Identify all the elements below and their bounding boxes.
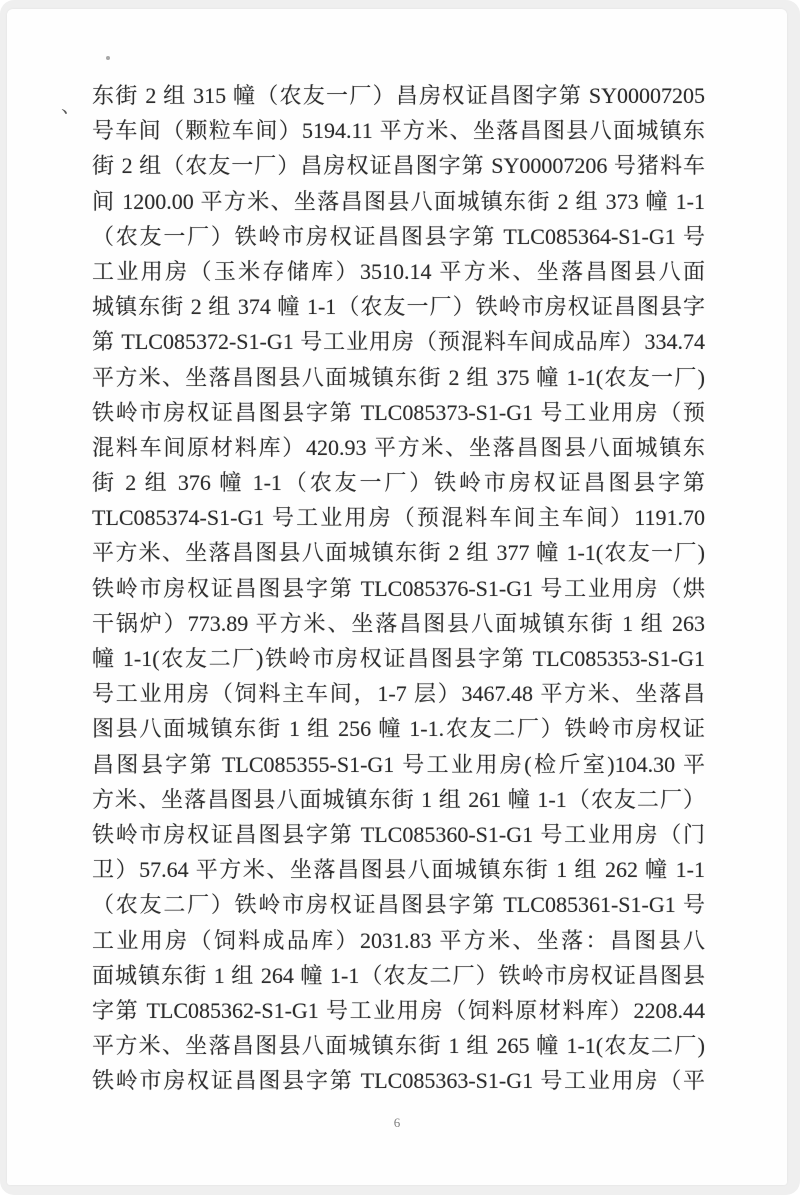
text-line: 混料车间原材料库）420.93 平方米、坐落昌图县八面城镇东 (92, 434, 705, 460)
text-line: 第 TLC085372-S1-G1 号工业用房（预混料车间成品库）334.74 (92, 329, 705, 355)
text-line: 城镇东街 2 组 374 幢 1-1（农友一厂）铁岭市房权证昌图县字 (92, 294, 705, 320)
text-line: 昌图县字第 TLC085355-S1-G1 号工业用房(检斤室)104.30 平 (92, 751, 705, 777)
document-page (7, 9, 787, 1185)
left-margin-comma-mark: 、 (61, 95, 81, 117)
text-line: 间 1200.00 平方米、坐落昌图县八面城镇东街 2 组 373 幢 1-1 (92, 188, 705, 214)
text-line: 方米、坐落昌图县八面城镇东街 1 组 261 幢 1-1（农友二厂） (92, 786, 705, 812)
text-line: 铁岭市房权证昌图县字第 TLC085373-S1-G1 号工业用房（预 (92, 399, 705, 425)
text-line: 字第 TLC085362-S1-G1 号工业用房（饲料原材料库）2208.44 (92, 997, 705, 1023)
text-line: 东街 2 组 315 幢（农友一厂）昌房权证昌图字第 SY00007205 (92, 83, 705, 108)
document-body-text (92, 78, 705, 1098)
text-line: 街 2 组 376 幢 1-1（农友一厂）铁岭市房权证昌图县字第 (92, 470, 705, 496)
text-line: 街 2 组（农友一厂）昌房权证昌图字第 SY00007206 号猪料车 (92, 153, 705, 179)
text-line: 卫）57.64 平方米、坐落昌图县八面城镇东街 1 组 262 幢 1-1 (92, 857, 705, 883)
text-line: 平方米、坐落昌图县八面城镇东街 1 组 265 幢 1-1(农友二厂) (92, 1033, 705, 1059)
text-line: 铁岭市房权证昌图县字第 TLC085376-S1-G1 号工业用房（烘 (92, 575, 705, 601)
text-line: （农友二厂）铁岭市房权证昌图县字第 TLC085361-S1-G1 号 (92, 892, 705, 918)
text-line: 工业用房（玉米存储库）3510.14 平方米、坐落昌图县八面 (92, 258, 705, 284)
text-line: 干锅炉）773.89 平方米、坐落昌图县八面城镇东街 1 组 263 (92, 610, 705, 636)
text-line: 号车间（颗粒车间）5194.11 平方米、坐落昌图县八面城镇东 (92, 118, 705, 144)
text-line: TLC085374-S1-G1 号工业用房（预混料车间主车间）1191.70 (92, 505, 705, 531)
text-line: 铁岭市房权证昌图县字第 TLC085363-S1-G1 号工业用房（平 (92, 1068, 705, 1094)
text-line: 幢 1-1(农友二厂)铁岭市房权证昌图县字第 TLC085353-S1-G1 (92, 646, 705, 671)
scan-speck-mark (106, 56, 110, 60)
page-number: 6 (393, 1115, 401, 1130)
text-line: 平方米、坐落昌图县八面城镇东街 2 组 377 幢 1-1(农友一厂) (92, 540, 705, 566)
text-line: 面城镇东街 1 组 264 幢 1-1（农友二厂）铁岭市房权证昌图县 (92, 962, 705, 988)
text-line: （农友一厂）铁岭市房权证昌图县字第 TLC085364-S1-G1 号 (92, 223, 705, 249)
text-line: 图县八面城镇东街 1 组 256 幢 1-1.农友二厂）铁岭市房权证 (92, 716, 705, 742)
text-line: 工业用房（饲料成品库）2031.83 平方米、坐落：昌图县八 (92, 927, 705, 953)
text-line: 铁岭市房权证昌图县字第 TLC085360-S1-G1 号工业用房（门 (92, 821, 705, 847)
text-line: 平方米、坐落昌图县八面城镇东街 2 组 375 幢 1-1(农友一厂) (92, 364, 705, 390)
text-line: 号工业用房（饲料主车间，1-7 层）3467.48 平方米、坐落昌 (92, 681, 705, 707)
